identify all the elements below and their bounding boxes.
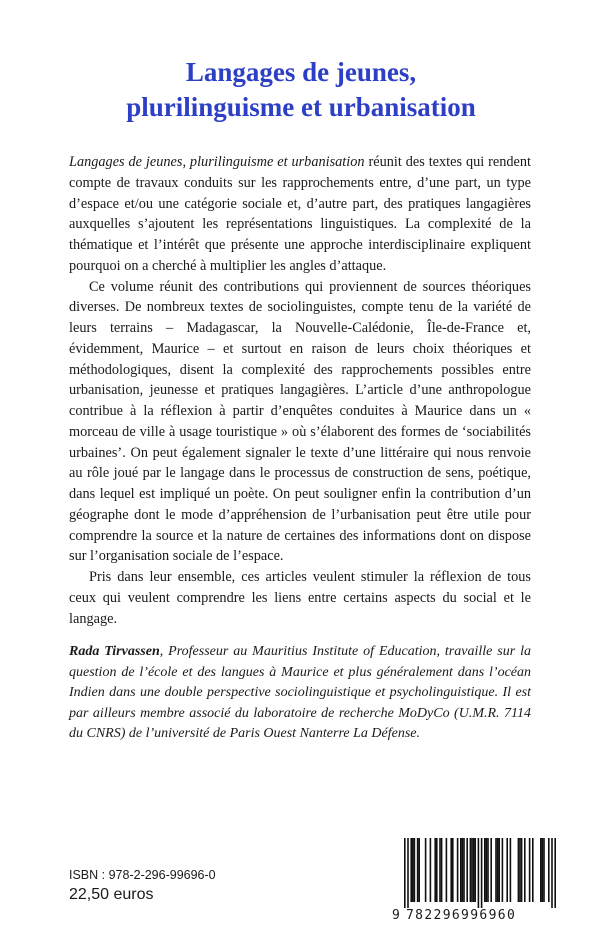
barcode-bar	[498, 838, 500, 902]
price: 22,50 euros	[69, 886, 154, 903]
barcode-bar	[524, 838, 526, 902]
barcode-bar	[486, 838, 488, 902]
barcode-bar	[412, 838, 414, 902]
barcode-bar	[436, 838, 438, 902]
barcode	[392, 838, 564, 930]
barcode-bar	[474, 838, 476, 902]
barcode-bar	[554, 838, 556, 908]
barcode-bar	[481, 838, 483, 908]
barcode-bar	[490, 838, 492, 902]
barcode-bar	[518, 838, 520, 902]
author-bio-text: , Professeur au Mauritius Institute of Education, travaille sur la question de l’école et des langues à Maurice et plus généralement dans l’océan Indien dans une double perspective sociolinguistique et psycholinguistique. Il est par ailleurs membre associé du laboratoire de recherche MoDyCo (U.M.R. 7114 du CNRS) de l’université de Paris Ouest Nanterre La Défense.	[69, 644, 531, 741]
barcode-bar	[439, 838, 441, 902]
barcode-bar	[452, 838, 454, 902]
barcode-bar	[519, 838, 521, 902]
barcode-bar	[548, 838, 550, 902]
barcode-bar	[478, 838, 480, 908]
barcode-bar	[450, 838, 452, 902]
barcode-bar	[407, 838, 409, 908]
barcode-bar	[543, 838, 545, 902]
author-name: Rada Tirvassen	[69, 644, 160, 659]
barcode-bar	[434, 838, 436, 902]
book-title	[40, 55, 562, 125]
barcode-lead-digit: 9	[392, 908, 400, 923]
barcode-bar	[471, 838, 473, 902]
author-bio	[69, 642, 531, 745]
barcode-bar	[529, 838, 531, 902]
barcode-bar	[484, 838, 486, 902]
barcode-bar	[410, 838, 412, 902]
barcode-bar	[532, 838, 534, 902]
barcode-bar	[487, 838, 489, 902]
barcode-bar	[446, 838, 448, 902]
blurb-paragraph-3: Pris dans leur ensemble, ces articles veulent stimuler la réflexion de tous ceux qui veulent comprendre les liens entre certains aspects du social et le langage.	[69, 569, 531, 627]
barcode-bar	[414, 838, 416, 902]
barcode-bar	[540, 838, 542, 902]
blurb	[69, 152, 531, 629]
barcode-bar	[502, 838, 504, 902]
barcode-bar	[462, 838, 464, 902]
barcode-bar	[551, 838, 553, 908]
barcode-bar	[441, 838, 443, 902]
barcode-bar	[497, 838, 499, 902]
barcode-digits: 782296996960	[406, 908, 517, 923]
barcode-bar	[404, 838, 406, 908]
barcode-bar	[495, 838, 497, 902]
isbn: ISBN : 978-2-296-99696-0	[69, 868, 216, 882]
barcode-bar	[542, 838, 544, 902]
barcode-bar	[430, 838, 432, 902]
blurb-paragraph-1-text: réunit des textes qui rendent compte de travaux conduits sur les rapprochements entre, d’une part, un type d’espace et/ou une catégorie sociale et, d’autre part, des pratiques langagières auxquelles s’ajoutent les représentations linguistiques. La complexité de la thématique et l’intérêt que présente une approche interdisciplinaire expliquent pourquoi on a cherché à multiplier les angles d’attaque.	[69, 154, 532, 274]
barcode-bars	[392, 838, 564, 908]
blurb-paragraph-1	[69, 152, 531, 277]
title-line-1: Langages de jeunes,	[185, 57, 417, 87]
barcode-bar	[418, 838, 420, 902]
title-line-2: plurilinguisme et urbanisation	[126, 92, 476, 122]
barcode-bar	[510, 838, 512, 902]
barcode-bar	[521, 838, 523, 902]
blurb-paragraph-2: Ce volume réunit des contributions qui proviennent de sources théoriques diverses. De nombreux textes de sociolinguistes, compte tenu de la variété de leurs terrains – Madagascar, la Nouvelle-Calédonie, Île-de-France et, évidemment, Maurice – et surtout en raison de leurs choix théoriques et méthodologiques, disent la complexité des rapprochements possibles entre urbanisation, jeunesse et pratiques langagières. L’article d’une anthropologue contribue à la réflexion à partir d’enquêtes conduites à Maurice dans un « morceau de ville à usage touristique » où s’élaborent des formes de ‘sociabilités urbaines’. On peut également signaler le texte d’une littéraire qui nous renvoie au rôle joué par le langage dans le processus de construction de sens, poétique, dans lequel est impliqué un poète. On peut souligner enfin la contribution d’un géographe dont le mode d’appréhension de l’urbanisation peut être utile pour comprendre la source et la nature de certaines des informations dont on dispose sur l’organisation sociale de l’espace.	[69, 278, 531, 565]
barcode-bar	[466, 838, 468, 902]
barcode-bar	[506, 838, 508, 902]
barcode-bar	[460, 838, 462, 902]
barcode-bar	[425, 838, 427, 902]
barcode-bar	[457, 838, 459, 902]
barcode-bar	[417, 838, 419, 902]
blurb-title-italic: Langages de jeunes, plurilinguisme et urbanisation	[69, 154, 365, 170]
barcode-bar	[470, 838, 472, 902]
barcode-bar	[463, 838, 465, 902]
barcode-bar	[473, 838, 475, 902]
